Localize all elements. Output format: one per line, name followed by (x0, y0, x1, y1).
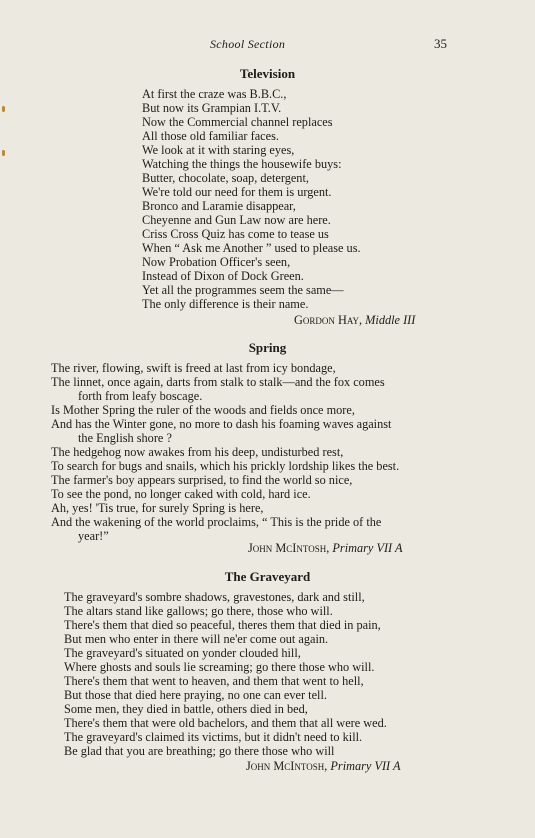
poem-line: To see the pond, no longer caked with cold, hard ice. (51, 487, 311, 501)
poem-line: Criss Cross Quiz has come to tease us (142, 227, 329, 241)
poem-line: Some men, they died in battle, others died in bed, (64, 702, 308, 716)
poem-line: The linnet, once again, darts from stalk to stalk—and the fox comes (51, 375, 385, 389)
poem-line: Bronco and Laramie disappear, (142, 199, 296, 213)
poem-attribution (248, 541, 403, 556)
poem-line: And has the Winter gone, no more to dash his foaming waves against (51, 417, 392, 431)
poem-line: At first the craze was B.B.C., (142, 87, 287, 101)
poem-line: Is Mother Spring the ruler of the woods and fields once more, (51, 403, 355, 417)
margin-mark (2, 150, 5, 156)
poem-line: When “ Ask me Another ” used to please us. (142, 241, 361, 255)
poem-line: There's them that were old bachelors, and them that all were wed. (64, 716, 387, 730)
poem-line: The farmer's boy appears surprised, to find the world so nice, (51, 473, 353, 487)
page-number: 35 (434, 36, 447, 51)
poem-line: the English shore ? (78, 431, 172, 445)
poem-line: forth from leafy boscage. (78, 389, 203, 403)
poem-line: The river, flowing, swift is freed at last from icy bondage, (51, 361, 336, 375)
poem-attribution (294, 313, 415, 328)
poem-line: Cheyenne and Gun Law now are here. (142, 213, 331, 227)
poem-line: The graveyard's sombre shadows, gravestones, dark and still, (64, 590, 365, 604)
poem-line: Butter, chocolate, soap, detergent, (142, 171, 309, 185)
poem-line: The graveyard's claimed its victims, but it didn't need to kill. (64, 730, 363, 744)
author-class: Middle III (365, 313, 416, 327)
poem-line: We're told our need for them is urgent. (142, 185, 332, 199)
poem-line: To search for bugs and snails, which his prickly lordship likes the best. (51, 459, 400, 473)
running-head: School Section (210, 37, 286, 51)
poem-line: The graveyard's situated on yonder clouded hill, (64, 646, 301, 660)
poem-line: Now Probation Officer's seen, (142, 255, 291, 269)
poem-line: The altars stand like gallows; go there, those who will. (64, 604, 333, 618)
poem-line: All those old familiar faces. (142, 129, 279, 143)
poem-line: Now the Commercial channel replaces (142, 115, 333, 129)
poem-line: Ah, yes! 'Tis true, for surely Spring is here, (51, 501, 264, 515)
poem-line: Where ghosts and souls lie screaming; go there those who will. (64, 660, 375, 674)
author-name: John McIntosh, (248, 541, 330, 555)
poem-line: But now its Grampian I.T.V. (142, 101, 282, 115)
author-name: Gordon Hay, (294, 313, 363, 327)
author-class: Primary VII A (332, 541, 403, 555)
poem-line: Instead of Dixon of Dock Green. (142, 269, 304, 283)
poem-line: The hedgehog now awakes from his deep, undisturbed rest, (51, 445, 344, 459)
poem-title: The Graveyard (224, 569, 311, 584)
poem-line: But those that died here praying, no one can ever tell. (64, 688, 327, 702)
poem-line: But men who enter in there will ne'er come out again. (64, 632, 329, 646)
poem-line: Yet all the programmes seem the same— (142, 283, 344, 297)
author-class: Primary VII A (330, 759, 401, 773)
poem-line: The only difference is their name. (142, 297, 309, 311)
poem-line: Watching the things the housewife buys: (142, 157, 342, 171)
author-name: John McIntosh, (246, 759, 328, 773)
margin-mark (2, 106, 5, 112)
poem-line: And the wakening of the world proclaims, “ This is the pride of the (51, 515, 382, 529)
poem-line: There's them that went to heaven, and them that went to hell, (64, 674, 364, 688)
poem-line: We look at it with staring eyes, (142, 143, 295, 157)
poem-title: Spring (248, 340, 287, 355)
poem-title: Television (239, 66, 296, 81)
poem-attribution (246, 759, 401, 774)
poem-line: There's them that died so peaceful, theres them that died in pain, (64, 618, 381, 632)
poem-line: Be glad that you are breathing; go there those who will (64, 744, 335, 758)
poem-line: year!” (78, 529, 109, 543)
